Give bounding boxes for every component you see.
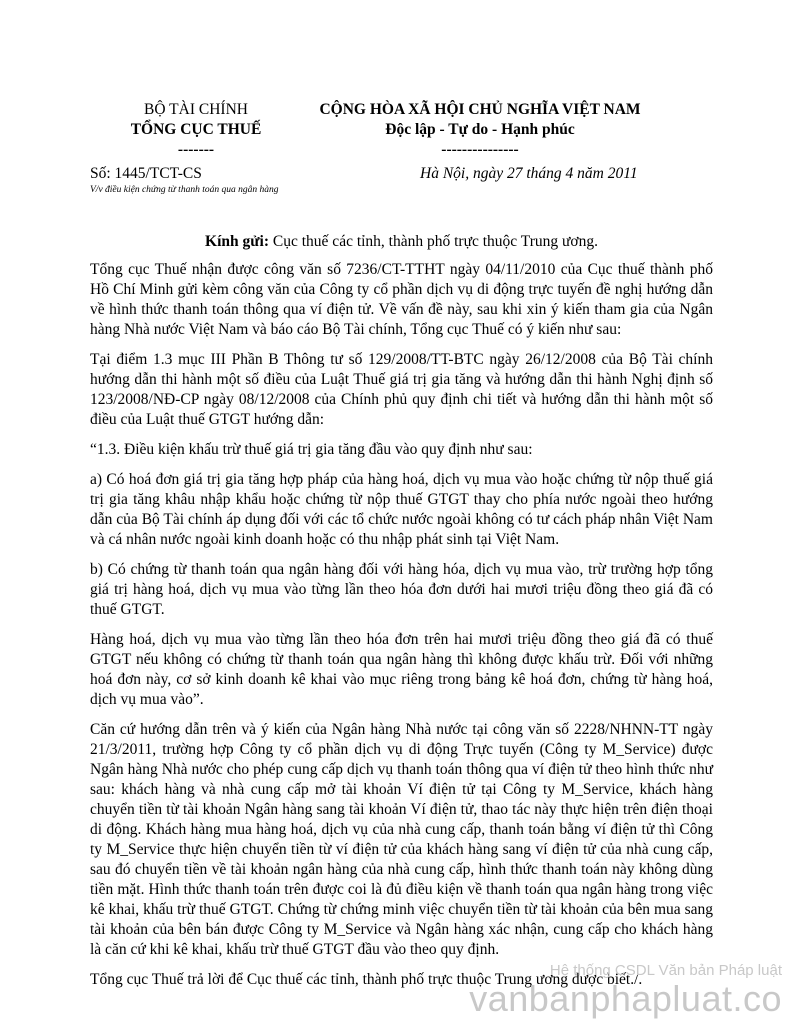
header-rule-left: ------- [177, 141, 215, 158]
national-header [300, 100, 660, 160]
agency-header [116, 100, 276, 160]
body-paragraph: Tổng cục Thuế nhận được công văn số 7236/CT-TTHT ngày 04/11/2010 của Cục thuế thành phố Hồ Chí Minh gửi kèm công văn của Công ty cổ phần dịch vụ di động trực tuyến đề nghị hướng dẫn về hình thức thanh toán thông qua ví điện tử. Về vấn đề này, sau khi xin ý kiến tham gia của Ngân hàng Nhà nước Việt Nam và báo cáo Bộ Tài chính, Tổng cục Thuế có ý kiến như sau: [90, 261, 713, 338]
national-motto: Độc lập - Tự do - Hạnh phúc [385, 121, 575, 138]
watermark-caption: Hệ thống CSDL Văn bản Pháp luật [549, 962, 782, 979]
body-paragraph: “1.3. Điều kiện khấu trừ thuế giá trị gia tăng đầu vào quy định như sau: [90, 441, 533, 458]
body-paragraph: Căn cứ hướng dẫn trên và ý kiến của Ngân hàng Nhà nước tại công văn số 2228/NHNN-TT ngày 21/3/2011, trường hợp Công ty cổ phần dịch vụ di động Trực tuyến (Công ty M_Service) được Ngân hàng Nhà nước cho phép cung cấp dịch vụ thanh toán thông qua ví điện tử theo hình thức như sau: khách hàng và nhà cung cấp mở tài khoản Ví điện tử tại Công ty M_Service, khách hàng chuyển tiền từ tài khoản Ngân hàng sang tài khoản Ví điện tử, thao tác này thực hiện trên điện thoại di động. Khách hàng mua hàng hoá, dịch vụ của nhà cung cấp, thanh toán bằng ví điện tử thì Công ty M_Service thực hiện chuyển tiền từ ví điện tử của khách hàng sang ví điện tử của nhà cung cấp, sau đó chuyển tiền về tài khoản ngân hàng của nhà cung cấp, hình thức thanh toán này không dùng tiền mặt. Hình thức thanh toán trên được coi là đủ điều kiện về thanh toán qua ngân hàng trong việc kê khai, khấu trừ thuế GTGT. Chứng từ chứng minh việc chuyển tiền từ tài khoản của bên mua sang tài khoản của bên bán được Công ty M_Service và Ngân hàng xác nhận, cung cấp cho khách hàng là căn cứ khi kê khai, khấu trừ thuế GTGT đầu vào theo quy định. [90, 721, 713, 958]
body-paragraph: Tổng cục Thuế trả lời để Cục thuế các tỉnh, thành phố trực thuộc Trung ương được biết./. [90, 971, 643, 988]
country-name: CỘNG HÒA XÃ HỘI CHỦ NGHĨA VIỆT NAM [319, 101, 641, 118]
body-paragraph: a) Có hoá đơn giá trị gia tăng hợp pháp của hàng hoá, dịch vụ mua vào hoặc chứng từ nộp thuế giá trị gia tăng khâu nhập khẩu hoặc chứng từ nộp thuế GTGT thay cho phía nước ngoài theo hướng dẫn của Bộ Tài chính áp dụng đối với các tổ chức nước ngoài không có tư cách pháp nhân Việt Nam và cá nhân nước ngoài kinh doanh hoặc có thu nhập phát sinh tại Việt Nam. [90, 471, 713, 548]
body-paragraph: Tại điểm 1.3 mục III Phần B Thông tư số 129/2008/TT-BTC ngày 26/12/2008 của Bộ Tài chính hướng dẫn thi hành một số điều của Luật Thuế giá trị gia tăng và hướng dẫn thi hành Nghị định số 123/2008/NĐ-CP ngày 08/12/2008 của Chính phủ quy định chi tiết và hướng dẫn thi hành một số điều của Luật thuế GTGT hướng dẫn: [90, 351, 713, 428]
document-date: Hà Nội, ngày 27 tháng 4 năm 2011 [420, 165, 638, 182]
department-name: TỔNG CỤC THUẾ [130, 121, 262, 138]
body-paragraph: b) Có chứng từ thanh toán qua ngân hàng đối với hàng hóa, dịch vụ mua vào, trừ trường hợp tổng giá trị hàng hoá, dịch vụ mua vào từng lần theo hóa đơn dưới hai mươi triệu đồng theo giá đã có thuế GTGT. [90, 561, 713, 618]
document-subject: V/v điều kiện chứng từ thanh toán qua ngân hàng [90, 185, 279, 195]
recipient-label: Kính gửi: [205, 233, 270, 250]
body-paragraph: Hàng hoá, dịch vụ mua vào từng lần theo hóa đơn trên hai mươi triệu đồng theo giá đã có thuế GTGT nếu không có chứng từ thanh toán qua ngân hàng thì không được khấu trừ. Đối với những hoá đơn này, cơ sở kinh doanh kê khai vào mục riêng trong bảng kê hoá đơn, chứng từ hàng hoá, dịch vụ mua vào”. [90, 631, 713, 708]
recipient-line [90, 232, 713, 252]
header-rule-right: --------------- [441, 141, 519, 158]
document-number: Số: 1445/TCT-CS [90, 165, 202, 182]
document-body [90, 260, 713, 1000]
recipient-text: Cục thuế các tỉnh, thành phố trực thuộc Trung ương. [272, 233, 598, 250]
ministry-name: BỘ TÀI CHÍNH [144, 101, 248, 118]
watermark-site: vanbanphapluat.co [469, 978, 782, 1019]
